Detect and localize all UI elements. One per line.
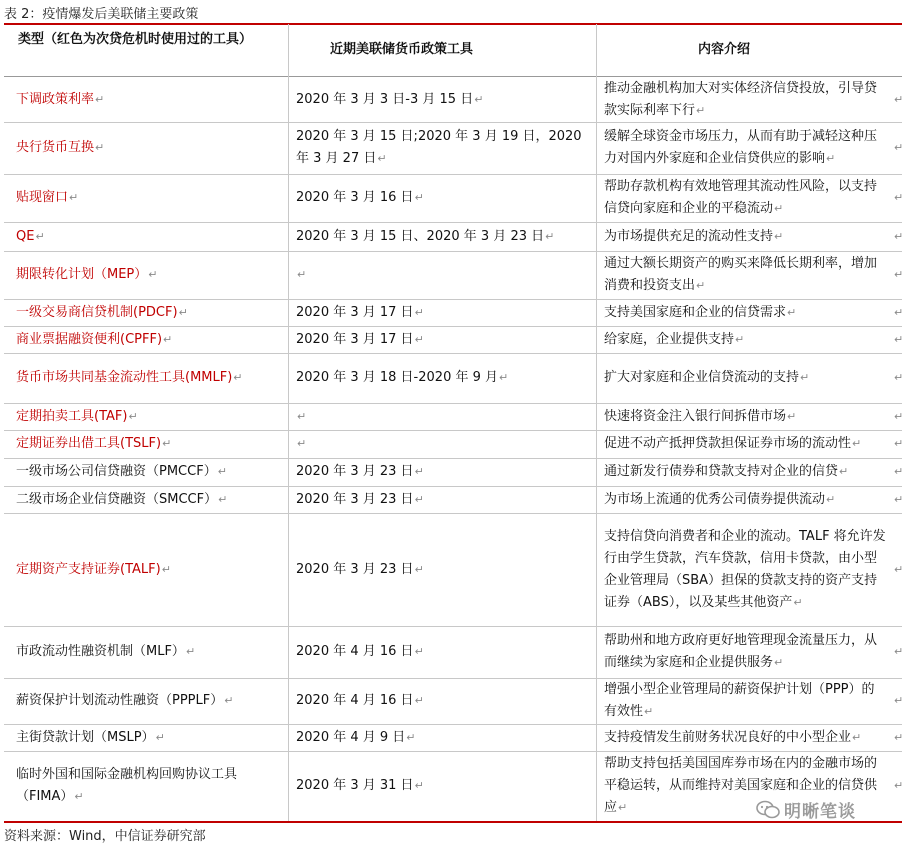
return-mark-icon: ↵ <box>414 645 424 658</box>
return-mark-icon: ↵ <box>644 705 654 718</box>
cell-desc-text: 通过新发行债券和贷款支持对企业的信贷↵ <box>604 464 849 479</box>
cell-desc <box>604 174 886 222</box>
cell-type <box>16 122 270 174</box>
return-mark-icon: ↵ <box>894 268 904 281</box>
return-mark-icon: ↵ <box>69 191 79 204</box>
return-mark-icon: ↵ <box>545 229 555 243</box>
cell-desc-text: 给家庭，企业提供支持↵ <box>604 331 745 347</box>
header-type: 类型（红色为次贷危机时使用过的工具） <box>18 32 253 47</box>
return-mark-icon: ↵ <box>894 141 904 154</box>
return-mark-icon: ↵ <box>735 332 745 346</box>
return-mark-icon: ↵ <box>414 332 424 346</box>
cell-type-text: QE↵ <box>16 228 45 244</box>
cell-date <box>296 430 586 458</box>
cell-desc <box>604 724 886 751</box>
cell-date-text: 2020 年 3 月 17 日↵ <box>296 331 424 347</box>
cell-type-text: 商业票据融资便利(CPFF)↵ <box>16 331 173 347</box>
return-mark-icon: ↵ <box>696 103 706 117</box>
return-mark-icon: ↵ <box>95 92 105 106</box>
table-title: 表 2：疫情爆发后美联储主要政策 <box>4 7 199 22</box>
cell-date-text: 2020 年 3 月 15 日、2020 年 3 月 23 日↵ <box>296 228 555 244</box>
return-mark-icon: ↵ <box>618 801 628 814</box>
cell-date-text: 2020 年 3 月 3 日-3 月 15 日↵ <box>296 91 484 107</box>
cell-date-text <box>296 264 306 286</box>
return-mark-icon: ↵ <box>233 371 243 384</box>
cell-type <box>16 222 270 251</box>
cell-type-text: 临时外国和国际金融机构回购协议工具（FIMA）↵ <box>16 767 238 804</box>
return-mark-icon: ↵ <box>414 191 424 204</box>
cell-date-text: 2020 年 3 月 15 日;2020 年 3 月 19 日，2020 年 3 月 27 日↵ <box>296 129 582 166</box>
cell-desc-text: 支持疫情发生前财务状况良好的中小型企业↵ <box>604 729 862 745</box>
return-mark-icon: ↵ <box>800 371 810 384</box>
cell-type <box>16 751 270 821</box>
cell-date <box>296 403 586 430</box>
return-mark-icon: ↵ <box>414 305 424 319</box>
return-mark-icon: ↵ <box>852 437 862 450</box>
cell-type <box>16 626 270 678</box>
cell-desc <box>604 430 886 458</box>
cell-desc-text: 通过大额长期资产的购买来降低长期利率，增加消费和投资支出↵ <box>604 256 878 293</box>
cell-type-text: 一级市场公司信贷融资（PMCCF）↵ <box>16 464 227 479</box>
return-mark-icon: ↵ <box>894 779 904 792</box>
watermark-logo <box>756 797 856 822</box>
cell-type <box>16 458 270 486</box>
return-mark-icon: ↵ <box>894 191 904 204</box>
source-note: 资料来源：Wind，中信证券研究部 <box>4 829 206 844</box>
cell-desc-text: 帮助州和地方政府更好地管理现金流量压力，从而继续为家庭和企业提供服务↵ <box>604 633 878 670</box>
cell-date-text: 2020 年 3 月 17 日↵ <box>296 304 424 320</box>
cell-type-text: 一级交易商信贷机制(PDCF)↵ <box>16 304 188 320</box>
cell-date-text <box>296 433 306 455</box>
return-mark-icon: ↵ <box>414 779 424 792</box>
cell-desc <box>604 251 886 299</box>
return-mark-icon: ↵ <box>774 202 784 215</box>
return-mark-icon: ↵ <box>218 492 228 506</box>
cell-date <box>296 678 586 724</box>
cell-type-text: 薪资保护计划流动性融资（PPPLF）↵ <box>16 693 234 708</box>
cell-desc-text: 为市场上流通的优秀公司债券提供流动↵ <box>604 491 836 507</box>
cell-desc <box>604 678 886 724</box>
cell-desc-text: 支持信贷向消费者和企业的流动。TALF 将允许发行由学生贷款，汽车贷款，信用卡贷款，由小型企业管理局（SBA）担保的贷款支持的资产支持证券（ABS），以及某些其他资产↵ <box>604 528 886 610</box>
cell-type <box>16 724 270 751</box>
return-mark-icon: ↵ <box>774 229 784 243</box>
cell-date <box>296 751 586 821</box>
cell-date-text <box>296 406 306 428</box>
cell-date <box>296 724 586 751</box>
cell-desc-text: 缓解全球资金市场压力，从而有助于减轻这种压力对国内外家庭和企业信贷供应的影响↵ <box>604 129 878 166</box>
return-mark-icon: ↵ <box>128 409 138 423</box>
return-mark-icon: ↵ <box>178 305 188 319</box>
cell-type-text: 下调政策利率↵ <box>16 91 105 107</box>
cell-type-text: 央行货币互换↵ <box>16 140 105 155</box>
return-mark-icon: ↵ <box>406 730 416 744</box>
cell-type-text: 定期拍卖工具(TAF)↵ <box>16 408 138 424</box>
return-mark-icon: ↵ <box>894 92 904 106</box>
return-mark-icon: ↵ <box>474 92 484 106</box>
return-mark-icon: ↵ <box>787 305 797 319</box>
return-mark-icon: ↵ <box>852 730 862 744</box>
return-mark-icon: ↵ <box>894 562 904 576</box>
return-mark-icon: ↵ <box>74 790 84 803</box>
return-mark-icon: ↵ <box>894 371 904 384</box>
cell-type <box>16 430 270 458</box>
return-mark-icon: ↵ <box>224 694 234 707</box>
return-mark-icon: ↵ <box>826 492 836 506</box>
return-mark-icon: ↵ <box>894 332 904 346</box>
return-mark-icon: ↵ <box>894 437 904 450</box>
return-mark-icon: ↵ <box>894 694 904 707</box>
cell-type-text: 货币市场共同基金流动性工具(MMLF)↵ <box>16 370 243 385</box>
cell-type-text: 期限转化计划（MEP）↵ <box>16 267 158 282</box>
cell-date-text: 2020 年 4 月 16 日↵ <box>296 644 424 659</box>
cell-date-text: 2020 年 3 月 31 日↵ <box>296 778 424 793</box>
return-mark-icon: ↵ <box>217 465 227 478</box>
cell-desc <box>604 486 886 513</box>
cell-date-text: 2020 年 3 月 23 日↵ <box>296 464 424 479</box>
cell-desc-text: 增强小型企业管理局的薪资保护计划（PPP）的有效性↵ <box>604 682 875 719</box>
cell-type <box>16 678 270 724</box>
return-mark-icon: ↵ <box>894 492 904 506</box>
cell-type-text: 二级市场企业信贷融资（SMCCF）↵ <box>16 491 228 507</box>
return-mark-icon: ↵ <box>894 645 904 658</box>
return-mark-icon: ↵ <box>774 656 784 669</box>
cell-date <box>296 77 586 122</box>
cell-type <box>16 299 270 326</box>
watermark-text: 明晰笔谈 <box>784 802 856 822</box>
cell-date <box>296 251 586 299</box>
cell-date <box>296 353 586 403</box>
cell-date-text: 2020 年 4 月 9 日↵ <box>296 729 416 745</box>
cell-desc <box>604 353 886 403</box>
cell-type <box>16 174 270 222</box>
cell-desc-text: 扩大对家庭和企业信贷流动的支持↵ <box>604 370 810 385</box>
return-mark-icon: ↵ <box>414 465 424 478</box>
return-mark-icon: ↵ <box>414 562 424 576</box>
column-divider <box>596 24 597 821</box>
cell-date-text: 2020 年 3 月 18 日-2020 年 9 月↵ <box>296 370 509 385</box>
return-mark-icon: ↵ <box>297 268 307 281</box>
cell-desc <box>604 403 886 430</box>
cell-desc-text: 帮助存款机构有效地管理其流动性风险，以支持信贷向家庭和企业的平稳流动↵ <box>604 179 878 216</box>
return-mark-icon: ↵ <box>839 465 849 478</box>
cell-desc-text: 支持美国家庭和企业的信贷需求↵ <box>604 304 797 320</box>
cell-type-text: 定期证券出借工具(TSLF)↵ <box>16 436 172 451</box>
cell-date <box>296 513 586 626</box>
return-mark-icon: ↵ <box>161 562 171 576</box>
cell-desc <box>604 299 886 326</box>
cell-date <box>296 458 586 486</box>
return-mark-icon: ↵ <box>894 465 904 478</box>
return-mark-icon: ↵ <box>894 730 904 744</box>
return-mark-icon: ↵ <box>297 409 307 423</box>
return-mark-icon: ↵ <box>35 229 45 243</box>
cell-type <box>16 77 270 122</box>
cell-desc-text: 快速将资金注入银行间拆借市场↵ <box>604 408 797 424</box>
return-mark-icon: ↵ <box>696 279 706 292</box>
return-mark-icon: ↵ <box>793 595 803 609</box>
return-mark-icon: ↵ <box>787 409 797 423</box>
cell-date-text: 2020 年 3 月 16 日↵ <box>296 190 424 205</box>
cell-type-text: 主街贷款计划（MSLP）↵ <box>16 729 165 745</box>
return-mark-icon: ↵ <box>894 229 904 243</box>
cell-desc-text: 帮助支持包括美国国库券市场在内的金融市场的平稳运转，从而维持对美国家庭和企业的信贷供应↵ <box>604 756 878 815</box>
return-mark-icon: ↵ <box>826 152 836 165</box>
cell-type <box>16 353 270 403</box>
cell-desc <box>604 626 886 678</box>
header-tool: 近期美联储货币政策工具 <box>330 42 474 57</box>
cell-desc-text: 促进不动产抵押贷款担保证券市场的流动性↵ <box>604 436 862 451</box>
cell-type <box>16 403 270 430</box>
header-desc: 内容介绍 <box>698 42 751 57</box>
top-rule <box>4 23 902 25</box>
cell-type-text: 定期资产支持证券(TALF)↵ <box>16 561 171 577</box>
cell-desc <box>604 326 886 353</box>
return-mark-icon: ↵ <box>162 437 172 450</box>
return-mark-icon: ↵ <box>163 332 173 346</box>
cell-type <box>16 251 270 299</box>
cell-date <box>296 486 586 513</box>
cell-type-text: 贴现窗口↵ <box>16 190 79 205</box>
cell-type-text: 市政流动性融资机制（MLF）↵ <box>16 644 196 659</box>
return-mark-icon: ↵ <box>414 694 424 707</box>
return-mark-icon: ↵ <box>185 645 196 658</box>
cell-desc <box>604 222 886 251</box>
cell-desc-text: 推动金融机构加大对实体经济信贷投放，引导贷款实际利率下行↵ <box>604 80 878 118</box>
return-mark-icon: ↵ <box>377 152 387 165</box>
cell-desc-text: 为市场提供充足的流动性支持↵ <box>604 228 784 244</box>
cell-date <box>296 326 586 353</box>
cell-date-text: 2020 年 4 月 16 日↵ <box>296 693 424 708</box>
cell-date <box>296 122 586 174</box>
cell-desc <box>604 77 886 122</box>
return-mark-icon: ↵ <box>95 141 105 154</box>
cell-desc <box>604 122 886 174</box>
cell-date-text: 2020 年 3 月 23 日↵ <box>296 491 424 507</box>
cell-type <box>16 513 270 626</box>
return-mark-icon: ↵ <box>155 730 165 744</box>
column-divider <box>288 24 289 821</box>
wechat-icon <box>756 800 780 820</box>
cell-date <box>296 174 586 222</box>
cell-desc <box>604 458 886 486</box>
cell-date-text: 2020 年 3 月 23 日↵ <box>296 561 424 577</box>
return-mark-icon: ↵ <box>894 305 904 319</box>
return-mark-icon: ↵ <box>297 437 307 450</box>
return-mark-icon: ↵ <box>148 268 158 281</box>
cell-date <box>296 222 586 251</box>
cell-desc <box>604 513 886 626</box>
cell-date <box>296 626 586 678</box>
return-mark-icon: ↵ <box>894 409 904 423</box>
return-mark-icon: ↵ <box>499 371 509 384</box>
return-mark-icon: ↵ <box>414 492 424 506</box>
cell-date <box>296 299 586 326</box>
cell-type <box>16 326 270 353</box>
cell-type <box>16 486 270 513</box>
